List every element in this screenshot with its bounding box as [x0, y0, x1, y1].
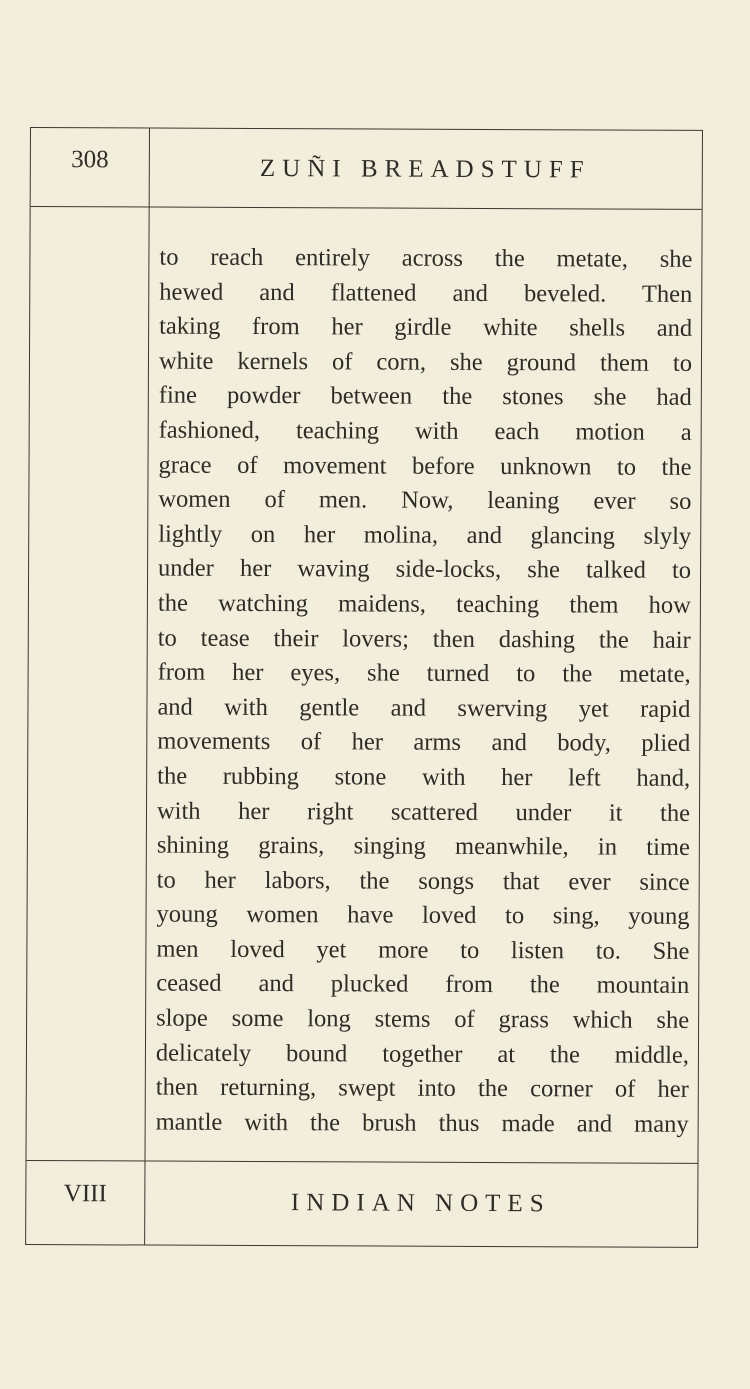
text-line: delicately bound together at the middle,: [155, 1039, 690, 1069]
page-number: 308: [71, 146, 109, 174]
text-line: then returning, swept into the corner of her: [155, 1073, 689, 1104]
text-line: to tease their lovers; then dashing the hair: [157, 624, 691, 654]
text-line: lightly on her molina, and glancing slyly: [158, 520, 692, 550]
text-line: movements of her arms and body, plied: [157, 727, 691, 758]
column-divider: [144, 129, 150, 1245]
text-line: the watching maidens, teaching them how: [157, 589, 691, 619]
header-rule: [31, 206, 702, 210]
text-line: the rubbing stone with her left hand,: [157, 762, 691, 792]
text-line: women of men. Now, leaning ever so: [158, 485, 692, 516]
text-line: taking from her girdle white shells and: [159, 312, 693, 343]
text-line: to reach entirely across the metate, she: [159, 243, 693, 273]
series-title: INDIAN NOTES: [290, 1189, 551, 1218]
volume-number: VIII: [63, 1180, 107, 1208]
text-line: young women have loved to sing, young: [156, 900, 690, 931]
text-line: white kernels of corn, she ground them to: [158, 347, 693, 377]
running-title: ZUÑI BREADSTUFF: [259, 155, 591, 184]
text-line: with her right scattered under it the: [156, 797, 691, 827]
text-line: mantle with the brush thus made and many: [155, 1108, 689, 1138]
text-line: and with gentle and swerving yet rapid: [157, 693, 691, 723]
page-frame: [25, 127, 703, 1248]
text-line: grace of movement before unknown to the: [158, 451, 692, 481]
text-line: fashioned, teaching with each motion a: [158, 416, 692, 446]
text-line: slope some long stems of grass which she: [156, 1004, 690, 1034]
text-line: hewed and flattened and beveled. Then: [159, 278, 693, 308]
text-line: fine powder between the stones she had: [158, 381, 692, 412]
text-line: under her waving side-locks, she talked to: [158, 554, 692, 585]
text-line: shining grains, singing meanwhile, in time: [156, 831, 690, 861]
text-line: men loved yet more to listen to. She: [156, 935, 690, 965]
text-line: ceased and plucked from the mountain: [156, 970, 690, 1000]
text-line: from her eyes, she turned to the metate,: [157, 658, 691, 689]
footer-rule: [26, 1160, 697, 1164]
text-line: to her labors, the songs that ever since: [156, 866, 690, 896]
body-text: [156, 241, 693, 1143]
